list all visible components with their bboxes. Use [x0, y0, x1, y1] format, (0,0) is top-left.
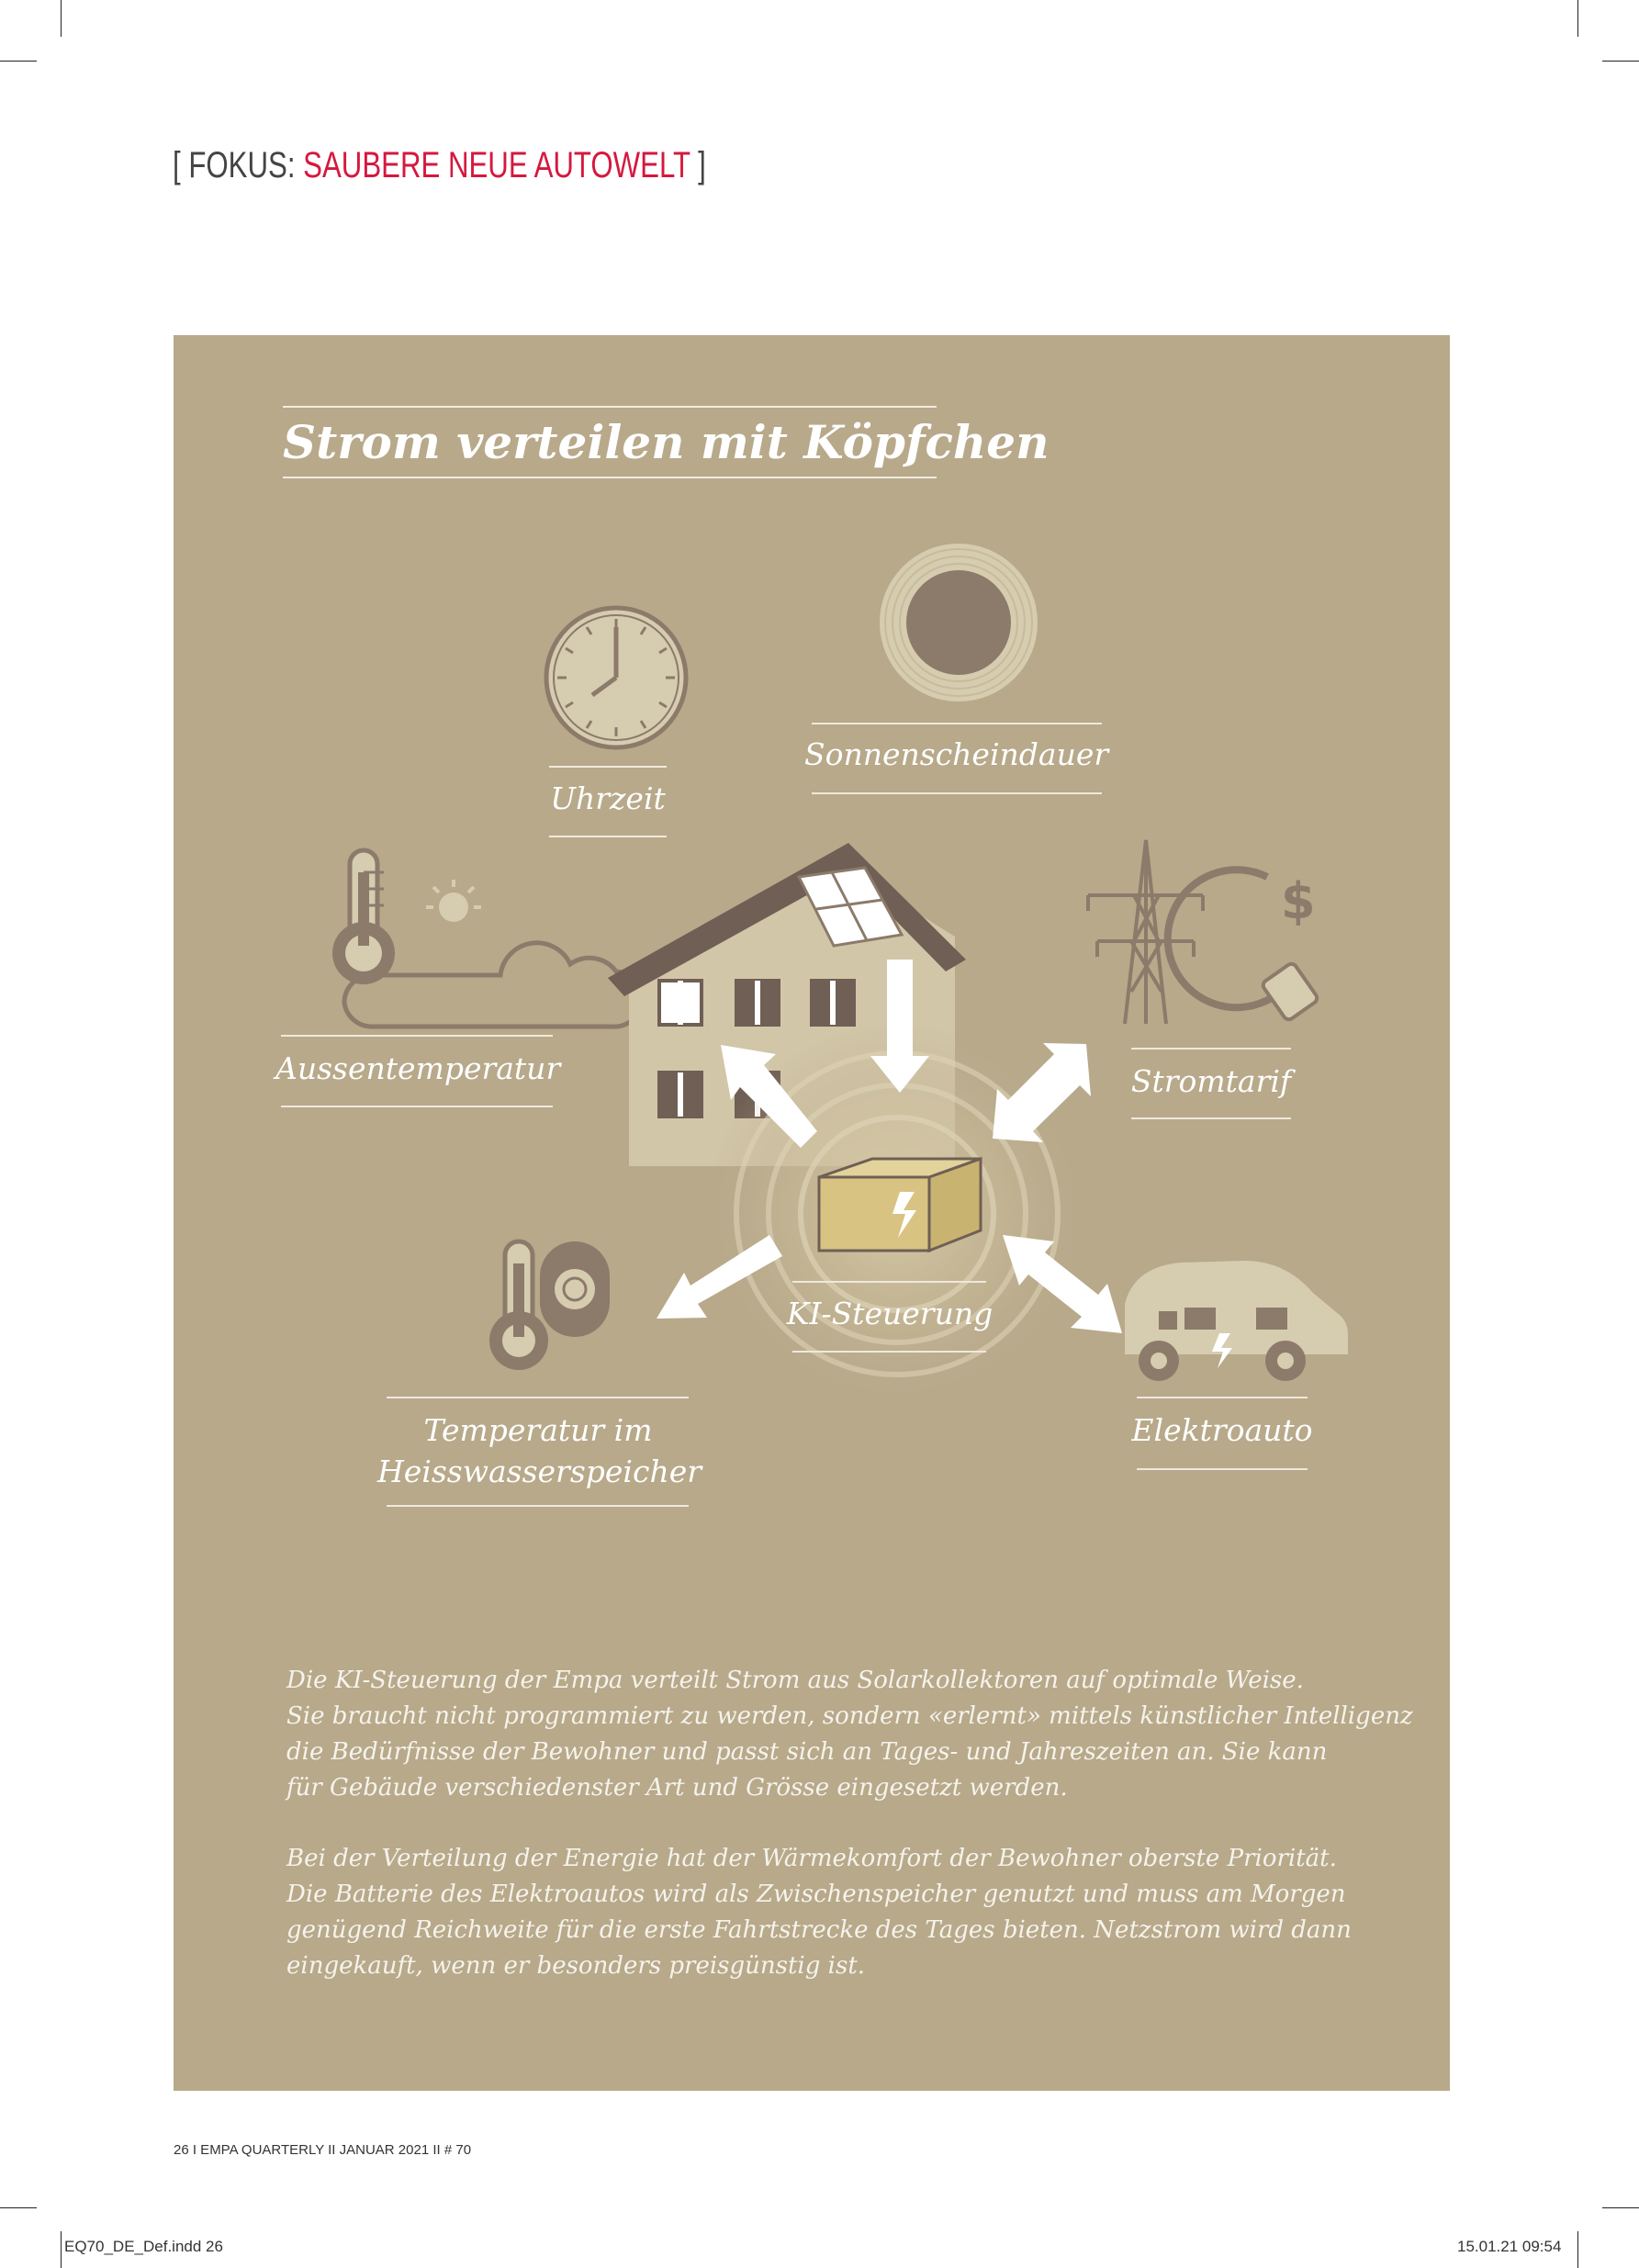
- paragraph-line: für Gebäude verschiedenster Art und Grösse eingesetzt werden.: [286, 1774, 1068, 1802]
- electric-car-icon: [1125, 1261, 1348, 1381]
- slug-filename: EQ70_DE_Def.indd 26: [64, 2238, 223, 2255]
- dollar-icon: $: [1281, 872, 1316, 930]
- paragraph-line: genügend Reichweite für die erste Fahrtstrecke des Tages bieten. Netzstrom wird dann: [286, 1916, 1352, 1944]
- paragraph-line: Die Batterie des Elektroautos wird als Zwischenspeicher genutzt und muss am Morgen: [286, 1881, 1346, 1908]
- paragraph-line: eingekauft, wenn er besonders preisgünstig ist.: [286, 1952, 866, 1980]
- label-heisswasserspeicher-line2: Heisswasserspeicher: [377, 1454, 702, 1489]
- paragraph-line: die Bedürfnisse der Bewohner und passt sich an Tages- und Jahreszeiten an. Sie kann: [286, 1738, 1328, 1766]
- sun-icon: [880, 544, 1038, 702]
- label-sonnenscheindauer: Sonnenscheindauer: [804, 736, 1109, 772]
- power-pylon-dollar-icon: [1088, 840, 1319, 1024]
- page-footer: 26 I EMPA QUARTERLY II JANUAR 2021 II # 70: [174, 2142, 472, 2158]
- label-aussentemperatur: Aussentemperatur: [275, 1050, 561, 1086]
- label-stromtarif: Stromtarif: [1130, 1063, 1292, 1099]
- panel-title: Strom verteilen mit Köpfchen: [283, 415, 1050, 469]
- label-ki-steuerung: KI-Steuerung: [786, 1296, 994, 1331]
- clock-icon: [546, 608, 686, 747]
- description-paragraph-1: [286, 1663, 1413, 1806]
- paragraph-line: Sie braucht nicht programmiert zu werden, sondern «erlernt» mittels künstlicher Intelligenz: [286, 1702, 1413, 1730]
- header-bracket-open: [: [173, 145, 189, 185]
- header-bracket-close: ]: [690, 145, 706, 185]
- thermometer-cloud-icon: [332, 850, 642, 1027]
- header-topic: SAUBERE NEUE AUTOWELT: [303, 145, 690, 185]
- paragraph-line: Bei der Verteilung der Energie hat der Wärmekomfort der Bewohner oberste Priorität.: [286, 1845, 1337, 1872]
- label-uhrzeit: Uhrzeit: [550, 780, 666, 816]
- slug-timestamp: 15.01.21 09:54: [1457, 2238, 1562, 2255]
- boiler-thermometer-icon: [489, 1241, 610, 1370]
- label-heisswasserspeicher-line1: Temperatur im: [423, 1412, 653, 1448]
- description-paragraph-2: [286, 1841, 1352, 1984]
- label-elektroauto: Elektroauto: [1131, 1412, 1313, 1448]
- header-prefix: FOKUS:: [188, 145, 304, 185]
- battery-ai-icon: [819, 1159, 981, 1251]
- paragraph-line: Die KI-Steuerung der Empa verteilt Strom aus Solarkollektoren auf optimale Weise.: [286, 1667, 1304, 1694]
